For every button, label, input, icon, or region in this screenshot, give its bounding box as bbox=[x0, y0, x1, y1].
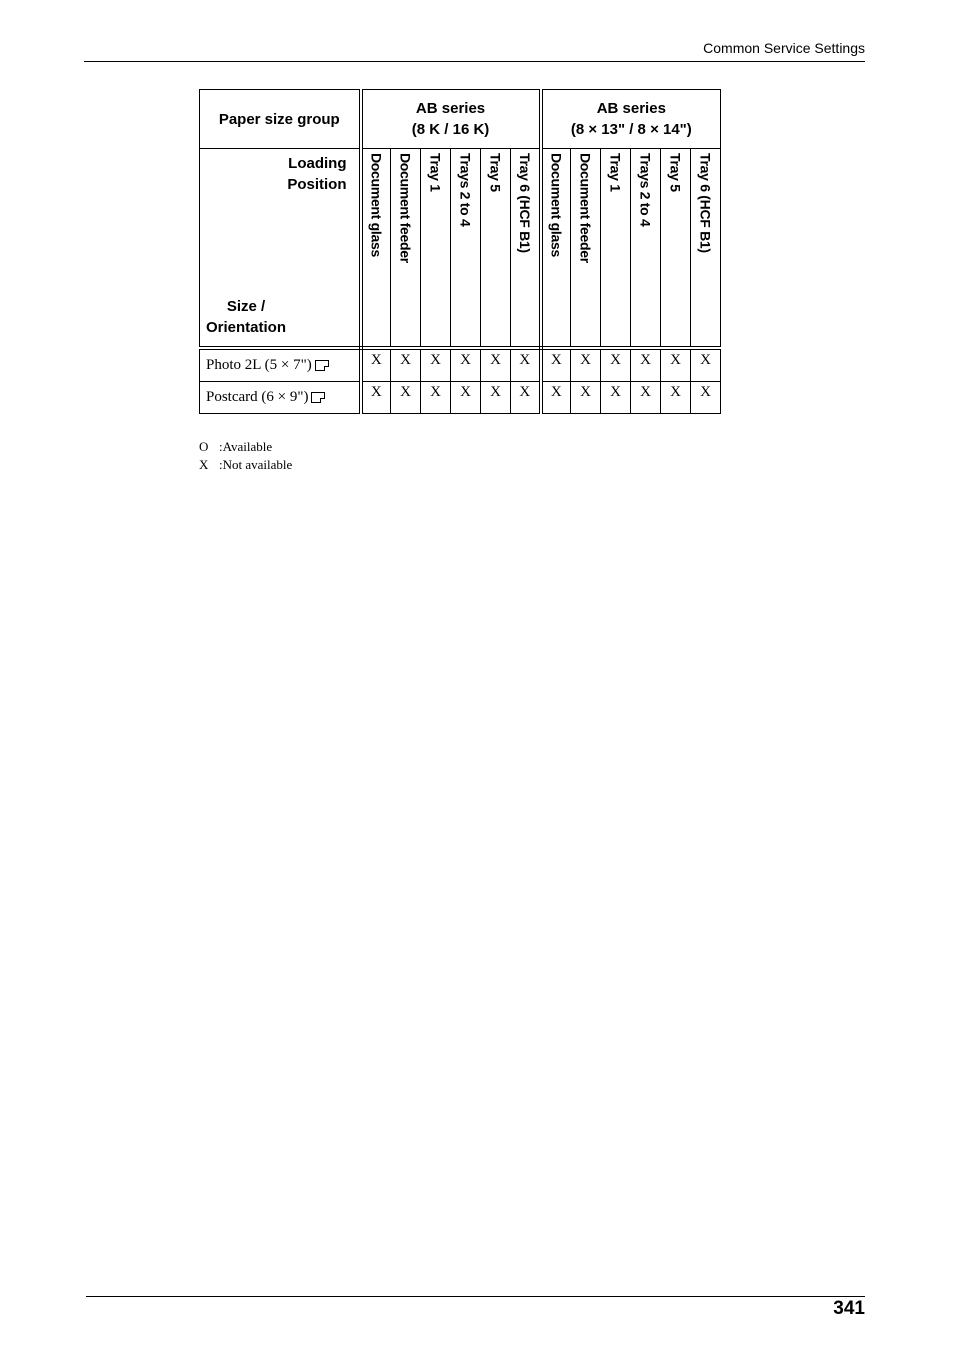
column-header bbox=[421, 149, 451, 349]
corner-title: Paper size group bbox=[218, 110, 340, 128]
column-header bbox=[361, 149, 391, 349]
column-label: Tray 1 bbox=[607, 153, 624, 192]
column-header bbox=[541, 149, 571, 349]
column-header bbox=[601, 149, 631, 349]
table-cell: X bbox=[631, 382, 661, 414]
column-label: Document glass bbox=[548, 153, 565, 257]
column-header bbox=[391, 149, 421, 349]
table-cell: X bbox=[691, 348, 721, 382]
column-label: Tray 6 (HCF B1) bbox=[697, 153, 714, 253]
legend-item bbox=[199, 438, 292, 456]
column-header bbox=[691, 149, 721, 349]
table-cell: X bbox=[691, 382, 721, 414]
header-rule bbox=[84, 61, 865, 62]
group-2-line2: (8 × 13" / 8 × 14") bbox=[570, 121, 692, 138]
table-cell: X bbox=[511, 382, 541, 414]
column-label: Tray 6 (HCF B1) bbox=[516, 153, 533, 253]
column-label: Tray 5 bbox=[487, 153, 504, 192]
section-title: Common Service Settings bbox=[703, 40, 865, 56]
table-cell: X bbox=[511, 348, 541, 382]
column-label: Document feeder bbox=[397, 153, 414, 263]
row-label-cell bbox=[200, 382, 361, 414]
table-row bbox=[200, 348, 721, 382]
axis-label-cell bbox=[200, 149, 361, 349]
column-header bbox=[571, 149, 601, 349]
size-label-line1: Size / bbox=[226, 298, 266, 315]
page-number: 341 bbox=[833, 1298, 865, 1319]
group-header-2 bbox=[541, 90, 721, 149]
legend-item bbox=[199, 456, 292, 474]
table-cell: X bbox=[391, 348, 421, 382]
table-row bbox=[200, 382, 721, 414]
column-header bbox=[481, 149, 511, 349]
column-header bbox=[661, 149, 691, 349]
group-1-line2: (8 K / 16 K) bbox=[411, 121, 490, 138]
table-cell: X bbox=[421, 382, 451, 414]
group-2-line1: AB series bbox=[596, 100, 666, 117]
table-cell: X bbox=[541, 382, 571, 414]
column-header bbox=[511, 149, 541, 349]
legend-symbol: X bbox=[199, 457, 209, 472]
column-label: Tray 1 bbox=[427, 153, 444, 192]
column-label: Trays 2 to 4 bbox=[637, 153, 654, 227]
legend-symbol: O bbox=[199, 439, 209, 454]
table-cell: X bbox=[421, 348, 451, 382]
group-1-line1: AB series bbox=[415, 100, 486, 117]
table-cell: X bbox=[391, 382, 421, 414]
size-label-line2: Orientation bbox=[206, 319, 287, 336]
row-label: Postcard (6 × 9") bbox=[206, 389, 309, 405]
loading-label-line2: Position bbox=[287, 176, 347, 193]
table-cell: X bbox=[571, 348, 601, 382]
column-header bbox=[451, 149, 481, 349]
row-label: Photo 2L (5 × 7") bbox=[206, 357, 312, 373]
size-orientation-label bbox=[206, 296, 286, 338]
table-cell: X bbox=[451, 348, 481, 382]
table-cell: X bbox=[481, 382, 511, 414]
table-cell: X bbox=[601, 382, 631, 414]
column-label: Document feeder bbox=[577, 153, 594, 263]
table-cell: X bbox=[481, 348, 511, 382]
footer-rule bbox=[86, 1296, 865, 1297]
table-cell: X bbox=[451, 382, 481, 414]
sef-icon bbox=[315, 360, 329, 371]
legend-text: :Not available bbox=[219, 457, 293, 472]
loading-position-label bbox=[287, 153, 346, 195]
table-cell: X bbox=[361, 382, 391, 414]
table-cell: X bbox=[541, 348, 571, 382]
table-cell: X bbox=[661, 382, 691, 414]
table-cell: X bbox=[361, 348, 391, 382]
table-cell: X bbox=[571, 382, 601, 414]
column-header bbox=[631, 149, 661, 349]
corner-title-cell bbox=[200, 90, 361, 149]
column-label: Document glass bbox=[368, 153, 385, 257]
legend bbox=[199, 438, 292, 474]
table-cell: X bbox=[631, 348, 661, 382]
table-cell: X bbox=[601, 348, 631, 382]
paper-compatibility-table bbox=[199, 89, 721, 414]
row-label-cell bbox=[200, 348, 361, 382]
group-header-1 bbox=[361, 90, 541, 149]
column-label: Trays 2 to 4 bbox=[457, 153, 474, 227]
column-label: Tray 5 bbox=[667, 153, 684, 192]
table-cell: X bbox=[661, 348, 691, 382]
legend-text: :Available bbox=[219, 439, 273, 454]
loading-label-line1: Loading bbox=[288, 155, 347, 172]
sef-icon bbox=[311, 392, 325, 403]
